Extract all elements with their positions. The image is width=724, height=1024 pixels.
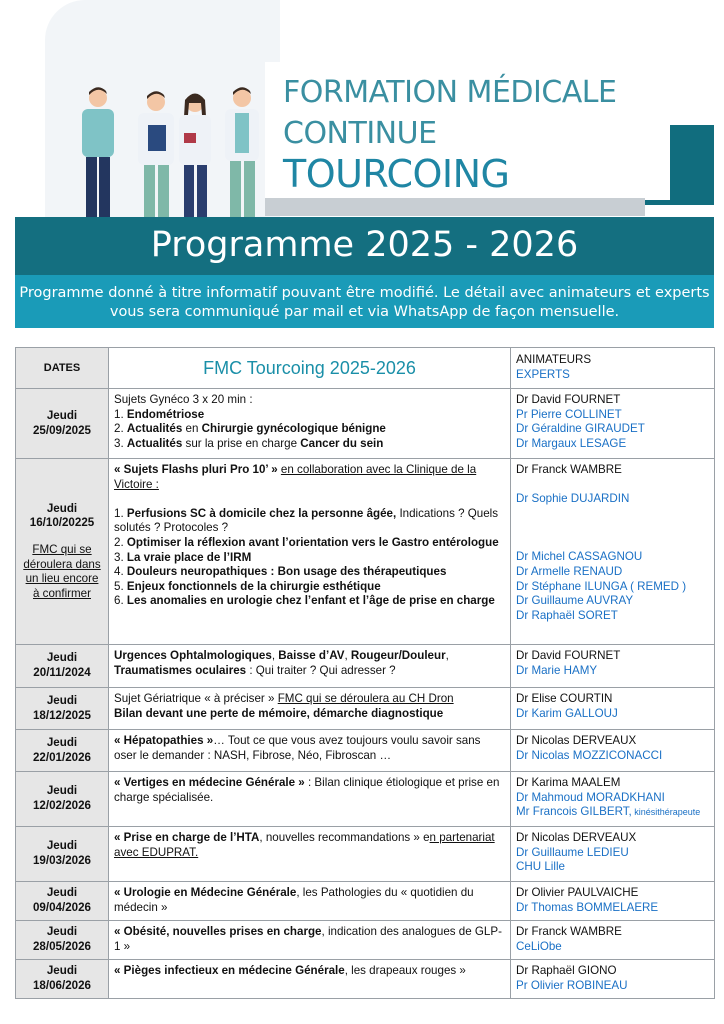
topic-text: ,	[344, 649, 351, 662]
row-date	[16, 730, 109, 772]
topic-text: ,	[445, 649, 449, 662]
table-row	[16, 459, 715, 645]
topic-bold: Optimiser la réflexion avant l’orientation vers le Gastro entérologue	[126, 535, 499, 549]
row-date	[16, 960, 109, 999]
expert: Dr Mahmoud MORADKHANI	[516, 790, 665, 804]
row-topic	[109, 688, 511, 730]
num: 2.	[114, 422, 127, 436]
num: 1.	[114, 407, 127, 421]
table-row	[16, 730, 715, 772]
expert: Dr Michel CASSAGNOU	[516, 550, 643, 564]
expert: Pr Pierre COLLINET	[516, 407, 622, 421]
row-animators	[511, 921, 715, 960]
topic-bold: Enjeux fonctionnels de la chirurgie esthétique	[126, 579, 381, 593]
topic-line	[114, 580, 505, 595]
row-animators	[511, 772, 715, 827]
row-date-value: 09/04/2026	[32, 901, 92, 914]
topic-line	[114, 551, 505, 566]
topic-text: Sujet Gériatrique « à préciser »	[114, 692, 275, 705]
animator: Dr Franck WAMBRE	[516, 463, 622, 476]
topic-line	[114, 463, 505, 492]
topic-line	[114, 692, 505, 707]
row-date-value: 18/06/2026	[32, 979, 92, 992]
row-day: Jeudi	[46, 925, 78, 939]
title-line-1: FORMATION MÉDICALE	[283, 75, 617, 110]
header-dates: DATES	[16, 348, 109, 389]
topic-text: Indications ? Quels solutés ? Protocoles ?	[114, 506, 499, 535]
table-row	[16, 772, 715, 827]
expert: Dr Thomas BOMMELAERE	[516, 900, 659, 914]
expert: Dr Sophie DUJARDIN	[516, 492, 630, 506]
expert: Dr Karim GALLOUJ	[516, 706, 618, 720]
expert: Dr Stéphane ILUNGA ( REMED )	[516, 579, 687, 593]
table-row	[16, 882, 715, 921]
table-row	[16, 960, 715, 999]
header-animators	[511, 348, 715, 389]
title-underline-bar	[265, 198, 645, 216]
animator: Dr Raphaël GIONO	[516, 964, 617, 977]
expert: Dr Guillaume LEDIEU	[516, 845, 629, 859]
row-animators	[511, 688, 715, 730]
row-topic	[109, 827, 511, 882]
topic-text: : Qui traiter ? Qui adresser ?	[246, 663, 396, 677]
title-line-3: TOURCOING	[283, 152, 510, 196]
topic-text: sur la prise en charge	[182, 436, 301, 450]
row-date	[16, 921, 109, 960]
row-day: Jeudi	[46, 964, 78, 978]
table-row	[16, 389, 715, 459]
topic-line	[114, 422, 505, 437]
row-date-value: 28/05/2026	[32, 940, 92, 953]
topic-underline: n partenariat avec EDUPRAT.	[114, 831, 495, 859]
row-date-value: 20/11/2024	[33, 666, 91, 679]
spacer	[516, 478, 709, 493]
row-topic	[109, 459, 511, 645]
expert: Dr Margaux LESAGE	[516, 436, 627, 450]
expert: Dr Armelle RENAUD	[516, 564, 623, 578]
row-animators	[511, 827, 715, 882]
doctors-illustration	[70, 85, 270, 220]
row-day: Jeudi	[46, 408, 78, 422]
topic-text: … Tout ce que vous avez toujours voulu savoir sans oser le demander : NASH, Fibrose, Néo, Fibroscan …	[114, 734, 481, 762]
num: 4.	[114, 565, 127, 579]
num: 3.	[114, 436, 127, 450]
topic-text: , les Pathologies du « quotidien du médecin »	[114, 886, 474, 914]
expert-with-role	[516, 805, 709, 820]
num: 6.	[114, 594, 127, 608]
row-date	[16, 882, 109, 921]
topic-bold: « Hépatopathies »	[114, 734, 214, 747]
topic-bold: Traumatismes oculaires	[114, 663, 247, 677]
expert: Pr Olivier ROBINEAU	[516, 978, 628, 992]
row-animators	[511, 389, 715, 459]
topic-bold: Rougeur/Douleur	[350, 649, 446, 662]
row-day: Jeudi	[46, 784, 78, 798]
expert: CHU Lille	[516, 860, 565, 874]
topic-bold: « Vertiges en médecine Générale »	[114, 776, 305, 789]
row-day: Jeudi	[46, 501, 78, 515]
row-topic	[109, 730, 511, 772]
row-animators	[511, 645, 715, 688]
row-date-value: 25/09/2025	[32, 423, 92, 437]
animator: Dr Olivier PAULVAICHE	[516, 886, 639, 899]
row-topic	[109, 921, 511, 960]
topic-text: , indication des analogues de GLP-1 »	[114, 925, 502, 953]
topic-bold: Baisse d’AV	[278, 649, 345, 662]
animator: Dr David FOURNET	[516, 393, 621, 406]
row-topic	[109, 772, 511, 827]
topic-text: : Bilan clinique étiologique et prise en charge spécialisée.	[114, 776, 500, 804]
topic-text: ,	[271, 649, 279, 662]
topic-bold: « Obésité, nouvelles prises en charge	[114, 925, 322, 938]
row-day: Jeudi	[46, 886, 78, 900]
topic-bold: « Pièges infectieux en médecine Générale	[114, 964, 345, 977]
expert: Dr Nicolas MOZZICONACCI	[516, 748, 663, 762]
topic-bold: Les anomalies en urologie chez l’enfant et l’âge de prise en charge	[126, 594, 495, 608]
row-day: Jeudi	[46, 735, 78, 749]
spacer	[516, 536, 709, 551]
title-line-2: CONTINUE	[283, 116, 437, 151]
row-day: Jeudi	[46, 693, 78, 707]
row-animators	[511, 730, 715, 772]
topic-bold: Urgences Ophtalmologiques	[114, 649, 272, 662]
row-day: Jeudi	[46, 651, 78, 665]
animator: Dr Nicolas DERVEAUX	[516, 831, 637, 844]
header-animators-label: ANIMATEURS	[516, 353, 592, 367]
table-row	[16, 921, 715, 960]
topic-bold: La vraie place de l’IRM	[126, 550, 252, 564]
expert: Dr Raphaël SORET	[516, 608, 618, 622]
row-date-value: 18/12/2025	[32, 708, 92, 722]
topic-line: Sujets Gynéco 3 x 20 min :	[114, 393, 253, 406]
animator: Dr Karima MAALEM	[516, 776, 621, 789]
table-row	[16, 827, 715, 882]
num: 3.	[114, 550, 127, 564]
header-experts-label: EXPERTS	[516, 368, 570, 381]
program-notice: Programme donné à titre informatif pouvant être modifié. Le détail avec animateurs et experts vous sera communiqué par mail et via WhatsApp de façon mensuelle.	[19, 285, 710, 320]
topic-bold: Bilan devant une perte de mémoire, démarche diagnostique	[114, 706, 444, 720]
topic-underline: en collaboration avec la Clinique de la Victoire :	[114, 463, 477, 491]
header-title: FMC Tourcoing 2025-2026	[109, 348, 511, 389]
topic-bold: Actualités	[126, 422, 183, 436]
topic-bold: Endométriose	[126, 407, 205, 421]
animator: Dr Elise COURTIN	[516, 692, 613, 705]
topic-underline: FMC qui se déroulera au CH Dron	[277, 692, 454, 705]
topic-line	[114, 565, 505, 580]
row-topic	[109, 960, 511, 999]
row-date-value: 16/10/20225	[29, 516, 95, 530]
header-hero	[0, 0, 724, 330]
expert-role: kinésithérapeute	[631, 807, 701, 818]
table-row	[16, 688, 715, 730]
table-header-row	[16, 348, 715, 389]
row-animators	[511, 459, 715, 645]
table-row	[16, 645, 715, 688]
expert: Mr Francois GILBERT,	[516, 805, 632, 819]
topic-line	[114, 408, 505, 423]
topic-bold: Douleurs neuropathiques : Bon usage des thérapeutiques	[126, 565, 447, 579]
animator: Dr Franck WAMBRE	[516, 925, 622, 938]
animator: Dr Nicolas DERVEAUX	[516, 734, 637, 747]
animator: Dr David FOURNET	[516, 649, 621, 662]
row-topic	[109, 389, 511, 459]
topic-line	[114, 437, 505, 452]
topic-text: en	[182, 422, 202, 436]
topic-bold: « Prise en charge de l’HTA	[114, 831, 260, 844]
topic-line	[114, 594, 505, 609]
topic-bold: « Sujets Flashs pluri Pro 10’ »	[114, 463, 278, 476]
topic-text: , nouvelles recommandations » e	[259, 831, 430, 844]
row-date	[16, 772, 109, 827]
program-table	[15, 347, 715, 999]
program-title: Programme 2025 - 2026	[150, 225, 579, 265]
row-animators	[511, 960, 715, 999]
topic-bold: Actualités	[126, 436, 183, 450]
spacer	[516, 507, 709, 536]
location-note: FMC qui se déroulera dans un lieu encore à confirmer	[23, 542, 101, 600]
topic-bold: Perfusions SC à domicile chez la personne âgée,	[126, 506, 397, 520]
row-date-value: 19/03/2026	[32, 854, 92, 867]
expert: CeLiObe	[516, 939, 562, 953]
row-date	[16, 827, 109, 882]
row-topic	[109, 882, 511, 921]
expert: Dr Guillaume AUVRAY	[516, 594, 634, 608]
num: 2.	[114, 535, 127, 549]
row-topic	[109, 645, 511, 688]
row-date	[16, 389, 109, 459]
row-date-value: 12/02/2026	[32, 799, 92, 812]
row-date	[16, 688, 109, 730]
num: 5.	[114, 579, 127, 593]
spacer	[114, 492, 505, 507]
row-date	[16, 459, 109, 645]
topic-bold: « Urologie en Médecine Générale	[114, 886, 297, 899]
row-day: Jeudi	[46, 839, 78, 853]
topic-text: , les drapeaux rouges »	[344, 964, 466, 977]
expert: Dr Géraldine GIRAUDET	[516, 422, 645, 436]
row-animators	[511, 882, 715, 921]
expert: Dr Marie HAMY	[516, 663, 598, 677]
topic-bold: Chirurgie gynécologique bénigne	[201, 422, 386, 436]
num: 1.	[114, 506, 127, 520]
row-date	[16, 645, 109, 688]
topic-line	[114, 536, 505, 551]
topic-bold: Cancer du sein	[300, 436, 384, 450]
topic-line	[114, 507, 505, 536]
row-date-value: 22/01/2026	[32, 750, 92, 764]
